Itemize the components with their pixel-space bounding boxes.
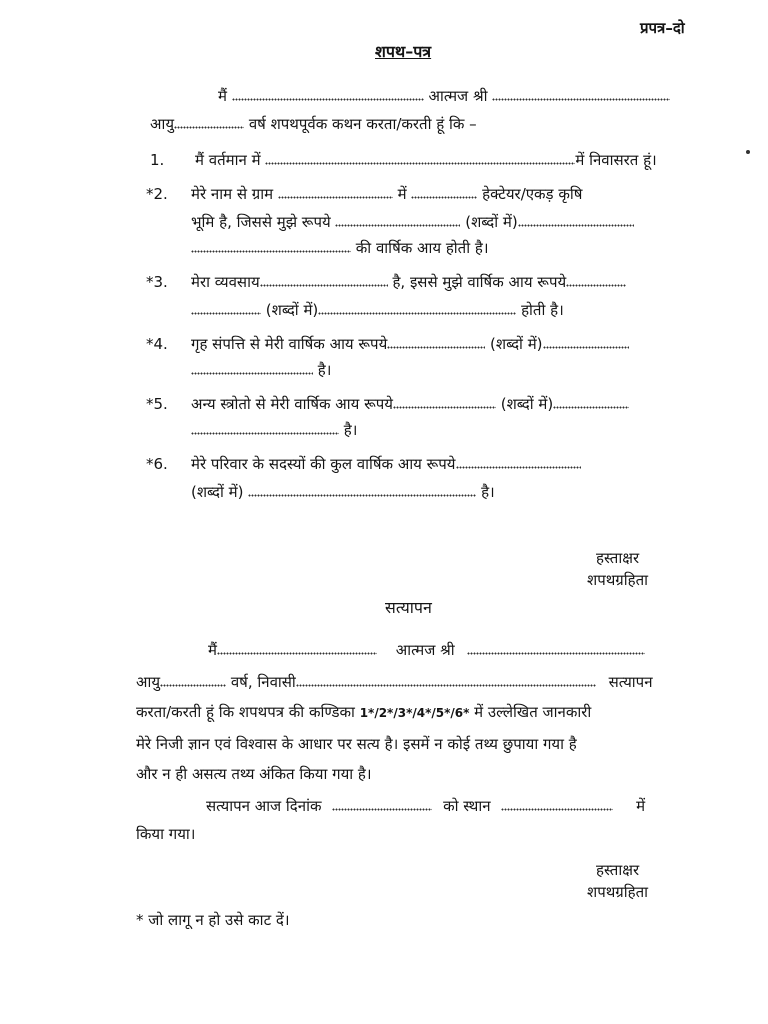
item-6-line-1: *6. मेरे परिवार के सदस्यों की कुल वार्षिक आय रूपये	[146, 454, 581, 474]
verification-line-2: आयु वर्ष, निवासी सत्यापन	[136, 673, 653, 691]
intro-line-2: आयु वर्ष शपथपूर्वक कथन करता/करती हूं कि –	[150, 115, 477, 133]
verification-name-blank[interactable]	[217, 649, 377, 655]
verification-line-1: मैं आत्मज श्री	[208, 640, 645, 660]
verification-line-5: और न ही असत्य तथ्य अंकित किया गया है।	[136, 765, 372, 783]
family-income-words-blank[interactable]	[248, 491, 476, 497]
item-2-line-2: भूमि है, जिससे मुझे रूपये (शब्दों में)	[191, 212, 634, 232]
agri-income-amount-blank[interactable]	[335, 221, 460, 227]
deponent-label: शपथग्रहिता	[587, 571, 649, 589]
form-number: प्रपत्र–दो	[640, 19, 685, 37]
residence-blank[interactable]	[265, 159, 575, 165]
verification-line-6: सत्यापन आज दिनांक को स्थान में	[206, 797, 646, 815]
other-income-words-blank[interactable]	[553, 403, 629, 409]
intro-line-1: मैं आत्मज श्री	[218, 86, 670, 106]
signature-label: हस्ताक्षर	[596, 549, 640, 567]
age-blank[interactable]	[174, 123, 244, 129]
item-5-line-1: *5. अन्य स्त्रोतो से मेरी वार्षिक आय रूपये (शब्दों में)	[146, 394, 629, 414]
verification-age-blank[interactable]	[160, 681, 226, 687]
scan-mark	[746, 150, 750, 154]
item-5-line-2: है।	[191, 420, 357, 440]
property-income-words-blank[interactable]	[543, 343, 629, 349]
other-income-blank[interactable]	[393, 403, 496, 409]
verification-resident-blank[interactable]	[296, 681, 596, 687]
village-blank[interactable]	[278, 193, 393, 199]
property-income-words-cont-blank[interactable]	[191, 369, 313, 375]
item-1: 1. मैं वर्तमान में में निवासरत हूं।	[150, 151, 657, 169]
verification-signature-label: हस्ताक्षर	[596, 861, 640, 879]
verification-father-blank[interactable]	[467, 649, 645, 655]
occupation-income-cont-blank[interactable]	[191, 309, 261, 315]
agri-income-words-cont-blank[interactable]	[191, 247, 351, 253]
land-area-blank[interactable]	[411, 193, 477, 199]
property-income-blank[interactable]	[387, 343, 485, 349]
item-2-line-1: *2. मेरे नाम से ग्राम में हेक्टेयर/एकड़ कृषि	[146, 185, 583, 203]
item-3-line-2: (शब्दों में) होती है।	[191, 300, 564, 320]
verification-line-4: मेरे निजी ज्ञान एवं विश्वास के आधार पर सत्य है। इसमें न कोई तथ्य छुपाया गया है	[136, 735, 577, 753]
other-income-words-cont-blank[interactable]	[191, 429, 339, 435]
item-4-line-1: *4. गृह संपत्ति से मेरी वार्षिक आय रूपये (शब्दों में)	[146, 334, 629, 354]
occupation-income-blank[interactable]	[566, 281, 626, 287]
verification-date-blank[interactable]	[332, 805, 432, 811]
verification-place-blank[interactable]	[501, 805, 613, 811]
footnote: * जो लागू न हो उसे काट दें।	[136, 911, 290, 929]
occupation-blank[interactable]	[260, 281, 388, 287]
verification-line-7: किया गया।	[136, 825, 196, 843]
name-blank[interactable]	[232, 95, 424, 101]
item-3-line-1: *3. मेरा व्यवसाय है, इससे मुझे वार्षिक आय रूपये	[146, 272, 626, 292]
father-name-blank[interactable]	[492, 95, 670, 101]
item-4-line-2: है।	[191, 360, 331, 380]
item-6-line-2: (शब्दों में) है।	[191, 483, 495, 501]
occupation-income-words-blank[interactable]	[318, 309, 516, 315]
verification-title: सत्यापन	[385, 598, 432, 617]
verification-deponent-label: शपथग्रहिता	[587, 883, 649, 901]
affidavit-title: शपथ–पत्र	[375, 42, 432, 61]
item-2-line-3: की वार्षिक आय होती है।	[191, 238, 489, 258]
family-income-blank[interactable]	[456, 463, 581, 469]
verification-line-3: करता/करती हूं कि शपथपत्र की कण्डिका 1*/2*/3*/4*/5*/6* में उल्लेखित जानकारी	[136, 703, 592, 721]
agri-income-words-blank[interactable]	[518, 221, 634, 227]
